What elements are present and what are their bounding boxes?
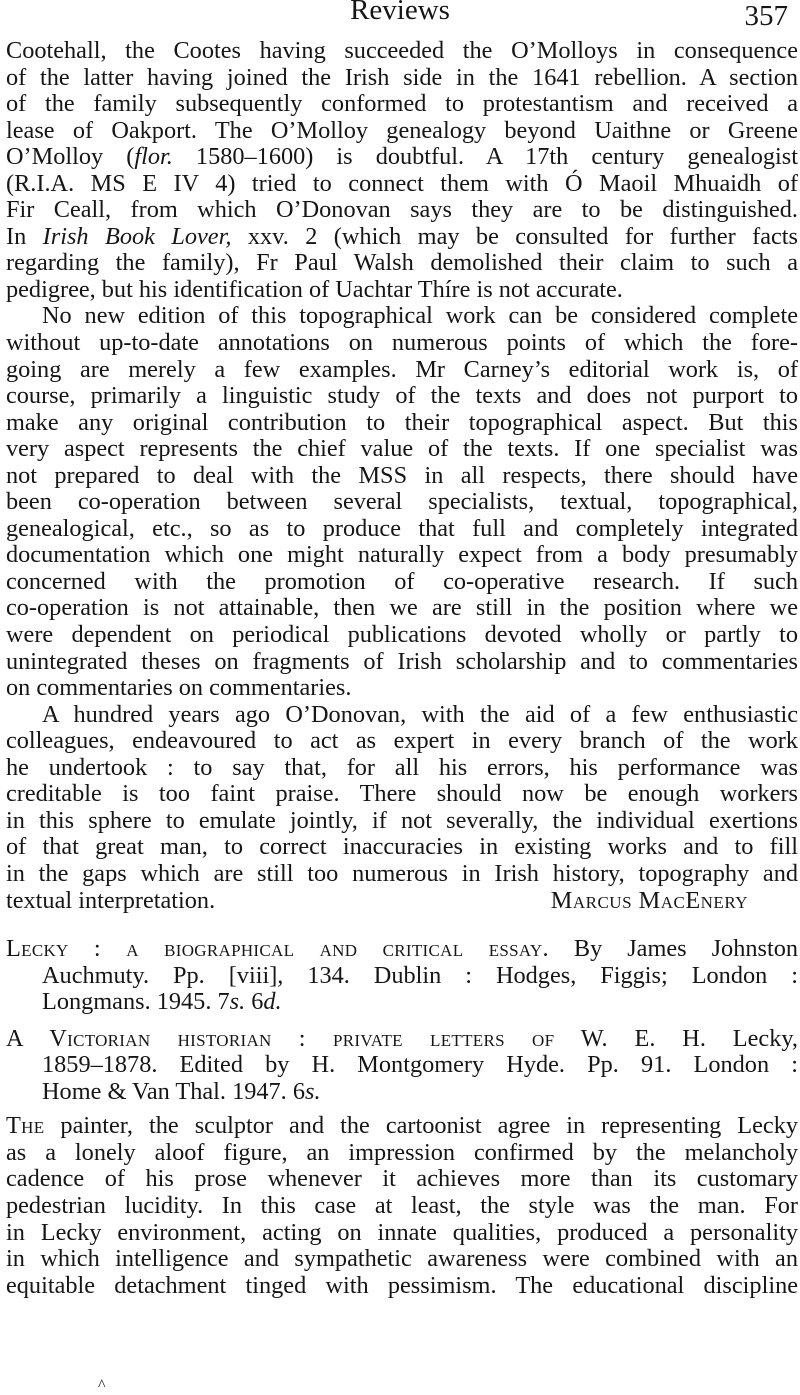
- first-word: The: [6, 1112, 45, 1140]
- italic-run: s.: [229, 988, 246, 1016]
- text-line: pedestrian lucidity. In this case at least, the style was the man. For: [6, 1191, 798, 1219]
- text-line: [6, 888, 798, 915]
- text-line: lease of Oakport. The O’Molloy genealogy beyond Uaithne or Greene: [6, 116, 798, 144]
- text-run: xxv. 2 (which may be consulted for further facts: [231, 222, 798, 250]
- text-line: been co-operation between several specialists, textual, topographical,: [6, 488, 798, 516]
- text-run: W. E. H. Lecky,: [554, 1024, 798, 1052]
- text-run: 1580–1600) is doubtful. A 17th century genealogist: [172, 143, 798, 171]
- text-run: By James Johnston: [548, 935, 798, 963]
- text-line: on commentaries on commentaries.: [6, 674, 352, 702]
- text-line: co-operation is not attainable, then we are still in the position where we: [6, 594, 798, 622]
- text-line: course, primarily a linguistic study of the texts and does not purport to: [6, 382, 798, 410]
- review-2-body: [6, 1113, 798, 1299]
- text-line: in the gaps which are still too numerous in Irish history, topography and: [6, 859, 798, 887]
- text-line: without up-to-date annotations on numerous points of which the fore-: [6, 329, 798, 357]
- text-line: regarding the family), Fr Paul Walsh demolished their claim to such a: [6, 249, 798, 277]
- text-line: unintegrated theses on fragments of Irish scholarship and to commentaries: [6, 647, 798, 675]
- reviewer-signature: Marcus MacEnery: [550, 886, 748, 914]
- text-run: Home & Van Thal. 1947. 6: [42, 1077, 305, 1105]
- italic-run: flor.: [134, 143, 173, 171]
- text-line: creditable is too faint praise. There should now be enough workers: [6, 780, 798, 808]
- text-line: pedigree, but his identification of Uachtar Thíre is not accurate.: [6, 275, 623, 303]
- text-run: 6: [245, 988, 264, 1016]
- book-title: A Victorian historian : private letters of: [6, 1024, 555, 1052]
- text-line: cadence of his prose whenever it achieves more than its customary: [6, 1165, 798, 1193]
- text-line: No new edition of this topographical work can be considered complete: [42, 302, 798, 330]
- text-line: Cootehall, the Cootes having succeeded the O’Molloys in consequence: [6, 37, 798, 64]
- text-line: very aspect represents the chief value of the texts. If one specialist was: [6, 435, 798, 463]
- text-line: were dependent on periodical publications devoted wholly or partly to: [6, 621, 798, 649]
- text-line: A hundred years ago O’Donovan, with the aid of a few enthusiastic: [42, 700, 798, 728]
- book-entry-1: [6, 936, 798, 1016]
- italic-run: Irish Book Lover,: [42, 222, 232, 250]
- text-line: documentation which one might naturally expect from a body presumably: [6, 541, 798, 569]
- text-line: [6, 989, 798, 1016]
- text-line: of the latter having joined the Irish side in the 1641 rebellion. A section: [6, 63, 798, 91]
- text-line: in which intelligence and sympathetic awareness were combined with an: [6, 1245, 798, 1273]
- text-line: of the family subsequently conformed to protestantism and received a: [6, 90, 798, 118]
- text-line: concerned with the promotion of co-operative research. If such: [6, 567, 798, 595]
- text-line: of that great man, to correct inaccuracies in existing works and to fill: [6, 833, 798, 861]
- text-line: (R.I.A. MS E IV 4) tried to connect them with Ó Maoil Mhuaidh of: [6, 169, 798, 197]
- text-line: [6, 144, 798, 171]
- text-line: he undertook : to say that, for all his errors, his performance was: [6, 753, 798, 781]
- text-line: as a lonely aloof figure, an impression confirmed by the melancholy: [6, 1138, 798, 1166]
- text-line: [6, 224, 798, 251]
- text-line: not prepared to deal with the MSS in all respects, there should have: [6, 461, 798, 489]
- text-line: [6, 936, 798, 963]
- spacer: [6, 914, 798, 936]
- text-line: genealogical, etc., so as to produce that full and completely integrated: [6, 514, 798, 542]
- text-line: in this sphere to emulate jointly, if not severally, the individual exertions: [6, 806, 798, 834]
- text-line: [6, 1113, 798, 1140]
- text-run: In: [6, 222, 43, 250]
- book-entry-2: [6, 1026, 798, 1106]
- footer-mark: ^: [98, 1377, 106, 1394]
- text-run: textual interpretation.: [6, 886, 216, 914]
- running-head: [0, 0, 800, 34]
- text-line: Fir Ceall, from which O’Donovan says they are to be distinguished.: [6, 196, 798, 224]
- paragraph-2: [6, 303, 798, 701]
- text-line: make any original contribution to their topographical aspect. But this: [6, 408, 798, 436]
- text-line: [6, 1026, 798, 1053]
- text-run: O’Molloy (: [6, 143, 135, 171]
- book-title: Lecky : a biographical and critical essay.: [6, 935, 549, 963]
- text-line: going are merely a few examples. Mr Carney’s editorial work is, of: [6, 355, 798, 383]
- paragraph-3: [6, 702, 798, 914]
- italic-run: s.: [304, 1077, 321, 1105]
- text-line: colleagues, endeavoured to act as expert in every branch of the work: [6, 727, 798, 755]
- text-line: Auchmuty. Pp. [viii], 134. Dublin : Hodges, Figgis; London :: [42, 961, 798, 989]
- text-line: 1859–1878. Edited by H. Montgomery Hyde. Pp. 91. London :: [42, 1051, 798, 1079]
- page-number: 357: [744, 0, 788, 32]
- section-title: Reviews: [350, 0, 450, 26]
- paragraph-1: [6, 38, 798, 303]
- article-body: [6, 38, 798, 1299]
- text-run: Longmans. 1945. 7: [42, 988, 230, 1016]
- text-line: [6, 1079, 798, 1106]
- text-line: equitable detachment tinged with pessimism. The educational discipline: [6, 1271, 798, 1299]
- italic-run: d.: [263, 988, 282, 1016]
- text-run: painter, the sculptor and the cartoonist agree in representing Lecky: [44, 1112, 798, 1140]
- text-line: in Lecky environment, acting on innate qualities, produced a personality: [6, 1218, 798, 1246]
